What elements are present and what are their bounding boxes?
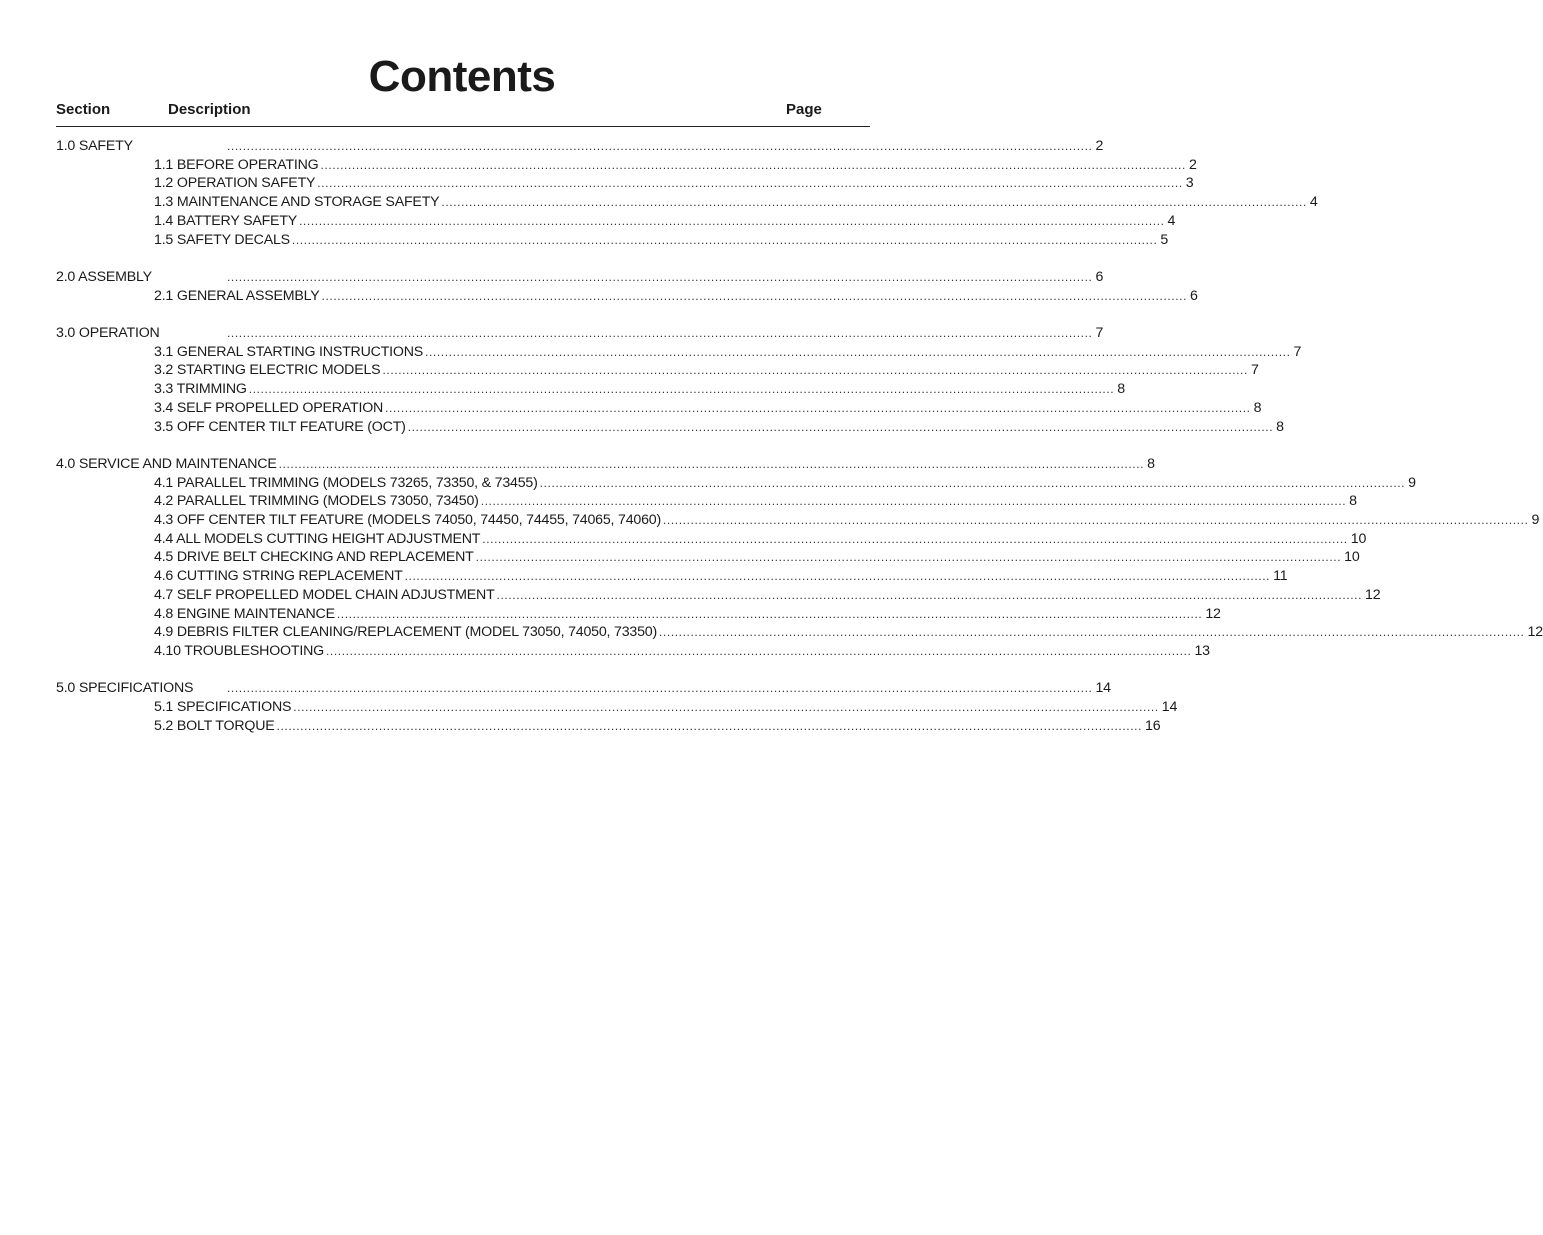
- toc-leader-row: [154, 567, 1288, 586]
- toc-leader-row: [154, 418, 1284, 437]
- toc-page-number: 6: [1187, 287, 1198, 306]
- toc-leader-row: [154, 343, 1302, 362]
- toc-section-label: 4.0 SERVICE AND MAINTENANCE: [56, 455, 277, 472]
- toc-section-entry[interactable]: [0, 324, 1104, 343]
- toc-page-number: 11: [1270, 567, 1287, 586]
- toc-page-number: 9: [1405, 474, 1416, 493]
- toc-section-label: 2.0 ASSEMBLY: [56, 268, 152, 285]
- toc-dot-leader: ............................................................................................................................................................................................................................: [227, 139, 1093, 153]
- toc-page-number: 8: [1144, 455, 1155, 474]
- toc-dot-leader: ............................................................................................................................................................................................................................: [227, 681, 1093, 696]
- toc-subsection-label: 4.6 CUTTING STRING REPLACEMENT: [154, 568, 403, 585]
- toc-dot-leader: ............................................................................................................................................................................................................................: [293, 700, 1159, 714]
- toc-subsection-entry[interactable]: [0, 605, 1221, 624]
- toc-leader-row: [154, 492, 1357, 511]
- toc-page-number: 4: [1165, 212, 1176, 231]
- toc-leader-row: [227, 679, 1111, 698]
- toc-page-number: 7: [1248, 361, 1259, 380]
- toc-section-entry[interactable]: [0, 679, 1111, 698]
- toc-page-number: 3: [1183, 174, 1194, 193]
- toc-section-entry[interactable]: [0, 137, 1104, 156]
- toc-subsection-entry[interactable]: [0, 343, 1302, 362]
- toc-subsection-label: 3.3 TRIMMING: [154, 381, 247, 398]
- toc-dot-leader: ............................................................................................................................................................................................................................: [336, 606, 1203, 621]
- toc-dot-leader: ............................................................................................................................................................................................................................: [475, 550, 1342, 565]
- toc-leader-row: [154, 642, 1210, 661]
- page-title: Contents: [368, 52, 556, 101]
- toc-page-number: 7: [1092, 324, 1103, 343]
- toc-subsection-label: 4.10 TROUBLESHOOTING: [154, 642, 324, 659]
- toc-section-entry[interactable]: [0, 455, 1155, 474]
- toc-dot-leader: ............................................................................................................................................................................................................................: [496, 587, 1363, 602]
- toc-section-entry[interactable]: [0, 268, 1104, 287]
- toc-subsection-label: 4.3 OFF CENTER TILT FEATURE (MODELS 74050, 74450, 74455, 74065, 74060): [154, 512, 661, 528]
- toc-subsection-label: 4.1 PARALLEL TRIMMING (MODELS 73265, 73350, & 73455): [154, 474, 538, 491]
- toc-leader-row: [154, 623, 1543, 642]
- toc-leader-row: [154, 380, 1125, 399]
- toc-dot-leader: ............................................................................................................................................................................................................................: [325, 643, 1192, 658]
- toc-subsection-entry[interactable]: [0, 174, 1194, 193]
- toc-leader-row: [56, 455, 1155, 474]
- toc-page-number: 14: [1159, 698, 1177, 717]
- header-divider: [56, 126, 870, 127]
- toc-leader-row: [154, 212, 1176, 231]
- toc-dot-leader: ............................................................................................................................................................................................................................: [663, 513, 1529, 527]
- toc-subsection-entry[interactable]: [0, 642, 1210, 661]
- toc-subsection-label: 5.1 SPECIFICATIONS: [154, 699, 292, 715]
- toc-subsection-label: 1.3 MAINTENANCE AND STORAGE SAFETY: [154, 194, 440, 211]
- toc-subsection-entry[interactable]: [0, 361, 1259, 380]
- toc-subsection-entry[interactable]: [0, 193, 1318, 212]
- toc-page-number: 5: [1157, 231, 1168, 250]
- toc-page-number: 8: [1346, 492, 1357, 511]
- toc-leader-row: [154, 698, 1178, 717]
- toc-dot-leader: ............................................................................................................................................................................................................................: [278, 456, 1145, 471]
- toc-subsection-label: 4.9 DEBRIS FILTER CLEANING/REPLACEMENT (MODEL 73050, 74050, 73350): [154, 624, 658, 641]
- toc-page-number: 16: [1142, 717, 1160, 736]
- toc-page-number: 12: [1525, 623, 1543, 642]
- toc-leader-row: [227, 268, 1104, 287]
- toc-subsection-entry[interactable]: [0, 380, 1125, 399]
- toc-dot-leader: ............................................................................................................................................................................................................................: [299, 213, 1165, 228]
- toc-dot-leader: ............................................................................................................................................................................................................................: [539, 475, 1406, 490]
- toc-subsection-entry[interactable]: [0, 530, 1367, 549]
- toc-subsection-entry[interactable]: [0, 231, 1169, 250]
- toc-subsection-label: 3.5 OFF CENTER TILT FEATURE (OCT): [154, 418, 406, 435]
- toc-subsection-entry[interactable]: [0, 586, 1381, 605]
- toc-subsection-label: 3.4 SELF PROPELLED OPERATION: [154, 399, 384, 416]
- toc-leader-row: [227, 137, 1104, 156]
- toc-dot-leader: ............................................................................................................................................................................................................................: [659, 625, 1525, 640]
- toc-dot-leader: ............................................................................................................................................................................................................................: [425, 344, 1291, 359]
- toc-subsection-label: 1.2 OPERATION SAFETY: [154, 175, 316, 192]
- page-column-header: Page: [786, 101, 822, 118]
- toc-dot-leader: ............................................................................................................................................................................................................................: [441, 195, 1307, 210]
- toc-leader-row: [227, 324, 1104, 343]
- toc-subsection-label: 2.1 GENERAL ASSEMBLY: [154, 287, 320, 304]
- toc-page-number: 6: [1092, 268, 1103, 287]
- toc-subsection-entry[interactable]: [0, 287, 1198, 306]
- toc-dot-leader: ............................................................................................................................................................................................................................: [320, 157, 1186, 172]
- toc-subsection-label: 4.4 ALL MODELS CUTTING HEIGHT ADJUSTMENT: [154, 530, 481, 547]
- toc-dot-leader: ............................................................................................................................................................................................................................: [317, 176, 1183, 191]
- toc-leader-row: [154, 156, 1197, 175]
- toc-page-number: 12: [1202, 605, 1220, 624]
- toc-leader-row: [154, 717, 1161, 736]
- toc-subsection-entry[interactable]: [0, 698, 1178, 717]
- toc-subsection-label: 1.5 SAFETY DECALS: [154, 231, 290, 248]
- toc-dot-leader: ............................................................................................................................................................................................................................: [385, 400, 1251, 415]
- toc-section-label: 1.0 SAFETY: [56, 138, 133, 154]
- toc-leader-row: [154, 605, 1221, 624]
- toc-dot-leader: ............................................................................................................................................................................................................................: [227, 269, 1093, 284]
- toc-subsection-label: 3.2 STARTING ELECTRIC MODELS: [154, 362, 381, 379]
- toc-subsection-entry[interactable]: [0, 511, 1540, 530]
- toc-subsection-entry[interactable]: [0, 492, 1357, 511]
- toc-page-number: 4: [1307, 193, 1318, 212]
- toc-page-number: 14: [1092, 679, 1110, 698]
- toc-subsection-label: 1.4 BATTERY SAFETY: [154, 212, 298, 229]
- toc-subsection-label: 4.8 ENGINE MAINTENANCE: [154, 605, 335, 622]
- toc-subsection-entry[interactable]: [0, 212, 1176, 231]
- toc-leader-row: [154, 287, 1198, 306]
- toc-subsection-label: 1.1 BEFORE OPERATING: [154, 156, 319, 173]
- toc-section-label: 5.0 SPECIFICATIONS: [56, 680, 194, 697]
- toc-dot-leader: ............................................................................................................................................................................................................................: [321, 288, 1188, 303]
- toc-subsection-entry[interactable]: [0, 623, 1543, 642]
- toc-leader-row: [154, 174, 1194, 193]
- toc-subsection-label: 4.7 SELF PROPELLED MODEL CHAIN ADJUSTMENT: [154, 586, 495, 603]
- toc-dot-leader: ............................................................................................................................................................................................................................: [407, 419, 1274, 434]
- toc-page-number: 7: [1291, 343, 1302, 362]
- description-column-header: Description: [168, 101, 251, 118]
- toc-subsection-entry[interactable]: [0, 717, 1161, 736]
- toc-subsection-entry[interactable]: [0, 156, 1197, 175]
- toc-page-number: 13: [1191, 642, 1209, 661]
- toc-leader-row: [154, 548, 1360, 567]
- toc-leader-row: [154, 399, 1262, 418]
- toc-leader-row: [154, 530, 1367, 549]
- toc-dot-leader: ............................................................................................................................................................................................................................: [382, 363, 1248, 378]
- toc-subsection-entry[interactable]: [0, 567, 1288, 586]
- toc-dot-leader: ............................................................................................................................................................................................................................: [482, 531, 1348, 546]
- toc-leader-row: [154, 231, 1169, 250]
- section-column-header: Section: [56, 101, 111, 118]
- toc-dot-leader: ............................................................................................................................................................................................................................: [227, 326, 1093, 340]
- toc-subsection-entry[interactable]: [0, 418, 1284, 437]
- toc-dot-leader: ............................................................................................................................................................................................................................: [480, 494, 1347, 509]
- toc-dot-leader: ............................................................................................................................................................................................................................: [248, 382, 1115, 397]
- toc-leader-row: [154, 511, 1540, 530]
- toc-page-number: 8: [1273, 418, 1284, 437]
- toc-leader-row: [154, 474, 1416, 493]
- toc-subsection-label: 4.2 PARALLEL TRIMMING (MODELS 73050, 73450): [154, 493, 479, 510]
- toc-section-label: 3.0 OPERATION: [56, 325, 160, 341]
- toc-leader-row: [154, 586, 1381, 605]
- toc-dot-leader: ............................................................................................................................................................................................................................: [276, 718, 1143, 733]
- toc-subsection-label: 3.1 GENERAL STARTING INSTRUCTIONS: [154, 343, 424, 360]
- toc-leader-row: [154, 193, 1318, 212]
- toc-page-number: 2: [1092, 137, 1103, 156]
- toc-dot-leader: ............................................................................................................................................................................................................................: [404, 569, 1271, 584]
- toc-page-number: 10: [1341, 548, 1359, 567]
- toc-subsection-entry[interactable]: [0, 474, 1416, 493]
- toc-page-number: 9: [1528, 511, 1539, 530]
- toc-page-number: 8: [1251, 399, 1262, 418]
- toc-page-number: 8: [1114, 380, 1125, 399]
- toc-subsection-entry[interactable]: [0, 399, 1262, 418]
- toc-subsection-label: 4.5 DRIVE BELT CHECKING AND REPLACEMENT: [154, 549, 474, 566]
- toc-leader-row: [154, 361, 1259, 380]
- toc-subsection-entry[interactable]: [0, 548, 1360, 567]
- toc-page-number: 10: [1348, 530, 1366, 549]
- toc-subsection-label: 5.2 BOLT TORQUE: [154, 717, 275, 734]
- toc-page-number: 12: [1362, 586, 1380, 605]
- toc-page-number: 2: [1186, 156, 1197, 175]
- toc-dot-leader: ............................................................................................................................................................................................................................: [291, 232, 1158, 247]
